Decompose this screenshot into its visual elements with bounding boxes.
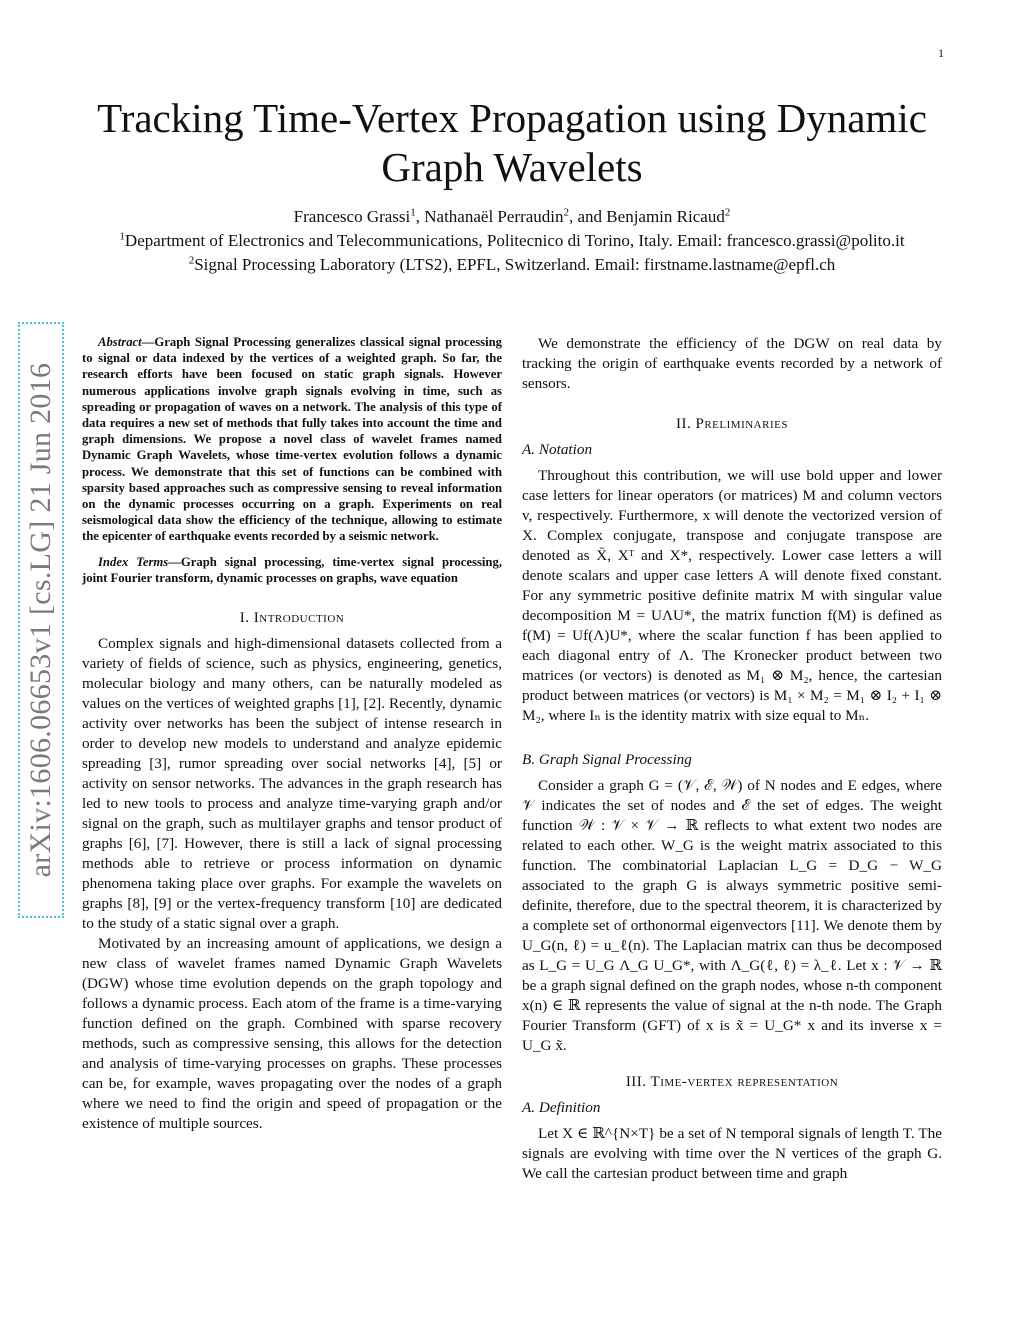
author-3-sup: 2 (724, 206, 731, 219)
abstract-label: Abstract— (98, 335, 155, 349)
paper-title: Tracking Time-Vertex Propagation using Dynamic Graph Wavelets (97, 95, 927, 190)
affiliation-1 (40, 229, 984, 253)
gsp-paragraph: Consider a graph G = (𝒱, ℰ, 𝒲) of N nodes and E edges, where 𝒱 indicates the set of nodes and ℰ the set of edges. The weight function 𝒲 : 𝒱 × 𝒱 → ℝ reflects to what extent two nodes are related to each other. W_G is the weight matrix associated to this function. The combinatorial Laplacian L_G = D_G − W_G associated to the graph G is always symmetric positive semi-definite, therefore, due to the spectral theorem, it is characterized by a complete set of orthonormal eigenvectors [11]. We denote them by U_G(n, ℓ) = u_ℓ(n). The Laplacian matrix can thus be decomposed as L_G = U_G Λ_G U_G*, with Λ_G(ℓ, ℓ) = λ_ℓ. Let x : 𝒱 → ℝ be a graph signal defined on the graph nodes, whose n-th component x(n) ∈ ℝ represents the value of signal at the n-th node. The Graph Fourier Transform (GFT) of x is x̃ = U_G* x and its inverse x = U_G x̃. (522, 777, 942, 1054)
index-terms-text: Graph signal processing, time-vertex signal processing, joint Fourier transform, dynamic processes on graphs, wave equation (82, 554, 502, 585)
affiliation-1-sup: 1 (119, 230, 125, 243)
author-block (40, 205, 984, 277)
page-number: 1 (938, 46, 944, 60)
definition-paragraph: Let X ∈ ℝ^{N×T} be a set of N temporal signals of length T. The signals are evolving with time over the N vertices of the graph G. We call the cartesian product between time and graph (522, 1125, 942, 1182)
affiliation-2 (40, 253, 984, 277)
left-column (82, 334, 502, 1134)
index-terms (82, 554, 502, 586)
author-1-sup: 1 (410, 206, 416, 219)
notation-paragraph: Throughout this contribution, we will use bold upper and lower case letters for linear operators (or matrices) M and column vectors v, respectively. Furthermore, x will denote the vectorized version of X. Complex conjugate, transpose and conjugate transpose are denoted as X̄, Xᵀ and X*, respectively. Lower case letters a will denote scalars and upper case letters A will denote fixed constant. For any symmetric positive definite matrix M with singular value decomposition M = UΛU*, the matrix function f(M) is defined as f(M) = Uf(Λ)U*, where the scalar function f has been applied to each diagonal entry of Λ. The Kronecker product between two matrices (or vectors) is denoted as M₁ ⊗ M₂, hence, the cartesian product between matrices (or vectors) is M₁ × M₂ = M₁ ⊗ I₂ + I₁ ⊗ M₂, where Iₙ is the identity matrix with size equal to Mₙ. (522, 467, 942, 724)
author-2-sup: 2 (563, 206, 570, 219)
author-1: Francesco Grassi (293, 207, 411, 226)
index-terms-label: Index Terms— (98, 554, 181, 569)
intro-paragraph-3: We demonstrate the efficiency of the DGW on real data by tracking the origin of earthquake events recorded by a network of sensors. (522, 335, 942, 392)
author-3: , and Benjamin Ricaud (569, 207, 725, 226)
spacer (522, 726, 942, 744)
intro-paragraph-1: Complex signals and high-dimensional datasets collected from a variety of fields of science, such as physics, engineering, genetics, molecular biology and many others, can be naturally modeled as values on the vertices of weighted graphs [1], [2]. Recently, dynamic activity over networks has been the subject of intense research in order to develop new models to understand and analyze epidemic spreading [3], rumor spreading over social networks [4], [5] or activity on sensor networks. The advances in the graph research has led to new tools to process and analyze time-varying graph and/or signal on the graph, such as multilayer graphs and tensor product of graphs [6], [7]. However, there is still a lack of signal processing methods able to retrieve or process information on dynamic phenomena taking place over graphs. For example the wavelets on graphs [8], [9] or the vertex-frequency transform [10] are dedicated to the study of a static signal over a graph. (82, 635, 502, 933)
author-line (40, 205, 984, 229)
subsection-graph-signal-processing: B. Graph Signal Processing (522, 751, 692, 768)
right-column (522, 334, 942, 1184)
intro-paragraph-2: Motivated by an increasing amount of applications, we design a new class of wavelet frames named Dynamic Graph Wavelets (DGW) whose time evolution depends on the graph topology and follows a dynamic process. Each atom of the frame is a time-varying function defined on the graph. Combined with sparse recovery methods, such as compressive sensing, this allows for the detection and analysis of time-varying processes on graphs. These processes can be, for example, waves propagating over the nodes of a graph where we need to find the origin and speed of propagation or the existence of multiple sources. (82, 935, 502, 1133)
author-2: , Nathanaël Perraudin (415, 207, 564, 226)
affiliation-2-sup: 2 (188, 254, 195, 267)
abstract-text: Graph Signal Processing generalizes classical signal processing to signal or data indexed by the vertices of a weighted graph. So far, the research efforts have been focused on static graph signals. However numerous applications involve graph signals evolving in time, such as spreading or propagation of waves on a network. The analysis of this type of data requires a new set of methods that fully takes into account the time and graph dimensions. We propose a novel class of wavelet frames named Dynamic Graph Wavelets, whose time-vertex evolution follows a dynamic process. We demonstrate that this set of functions can be combined with sparsity based approaches such as compressive sensing to reveal information on the dynamic processes occurring on a graph. Experiments on real seismological data show the efficiency of the technique, allowing to estimate the epicenter of earthquake events recorded by a seismic network. (82, 335, 502, 544)
section-heading-time-vertex: III. Time-vertex representation (625, 1074, 839, 1090)
arxiv-stamp (18, 322, 64, 918)
affiliation-2-text: Signal Processing Laboratory (LTS2), EPFL, Switzerland. Email: firstname.lastname@epfl.ch (194, 255, 836, 274)
subsection-notation: A. Notation (522, 441, 593, 458)
section-heading-introduction: I. Introduction (239, 610, 345, 627)
subsection-definition: A. Definition (522, 1099, 601, 1116)
affiliation-1-text: Department of Electronics and Telecommunications, Politecnico di Torino, Italy. Email: francesco.grassi@polito.it (124, 231, 905, 250)
arxiv-stamp-text: arXiv:1606.06653v1 [cs.LG] 21 Jun 2016 (24, 362, 57, 878)
abstract (82, 334, 502, 545)
section-heading-preliminaries: II. Preliminaries (676, 416, 788, 432)
